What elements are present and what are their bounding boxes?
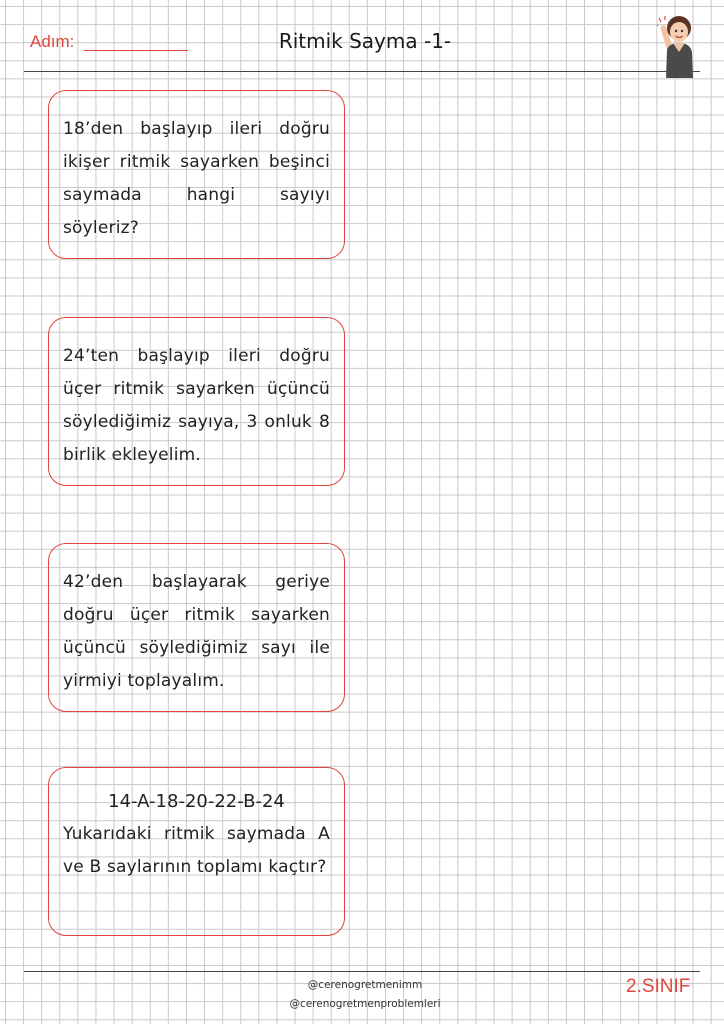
name-label: Adım: bbox=[30, 32, 75, 51]
grade-label: 2.SINIF bbox=[626, 976, 691, 997]
question-card-1 bbox=[48, 90, 345, 259]
question-text: Yukarıdaki ritmik saymada A ve B saylarının toplamı kaçtır? bbox=[63, 824, 330, 877]
question-text: 18’den başlayıp ileri doğru ikişer ritmik sayarken beşinci saymada hangi sayıyı söyleriz? bbox=[63, 119, 330, 238]
number-sequence: 14-A-18-20-22-B-24 bbox=[108, 791, 285, 812]
footer-divider bbox=[24, 971, 700, 972]
question-card-2 bbox=[48, 317, 345, 486]
page-header bbox=[0, 0, 724, 80]
page-title: Ritmik Sayma -1- bbox=[278, 29, 452, 53]
question-card-3 bbox=[48, 543, 345, 712]
question-text: 24’ten başlayıp ileri doğru üçer ritmik sayarken üçüncü söylediğimiz sayıya, 3 onluk 8 birlik ekleyelim. bbox=[63, 346, 330, 465]
teacher-avatar-icon bbox=[657, 12, 699, 78]
question-card-4 bbox=[48, 767, 345, 936]
social-handle: @cerenogretmenproblemleri bbox=[289, 998, 441, 1010]
question-text: 42’den başlayarak geriye doğru üçer ritmik sayarken üçüncü söylediğimiz sayı ile yirmiyi toplayalım. bbox=[63, 572, 330, 691]
social-handle: @cerenogretmenimm bbox=[307, 979, 423, 991]
header-divider bbox=[24, 71, 700, 72]
name-answer-line[interactable] bbox=[84, 50, 188, 51]
